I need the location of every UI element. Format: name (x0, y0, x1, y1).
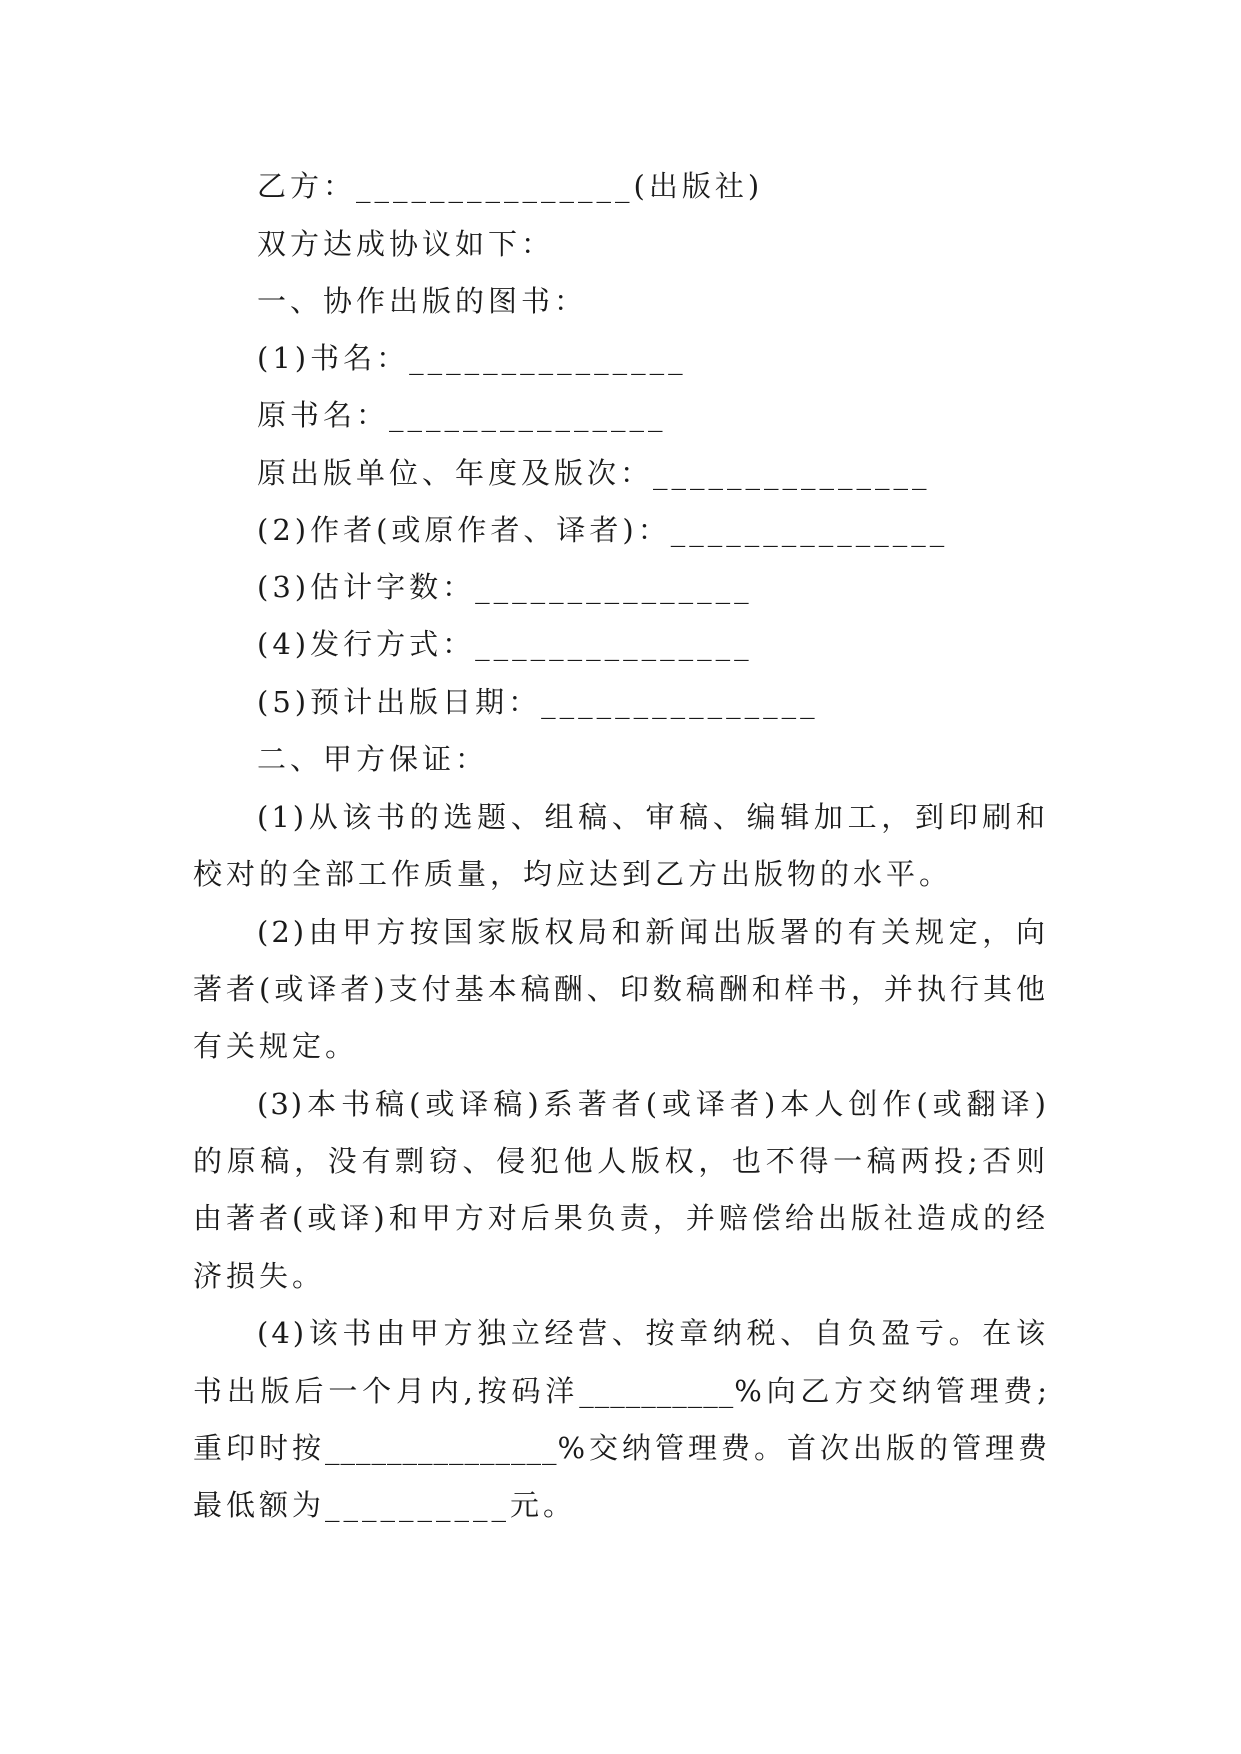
clause-3-line-3: 由著者(或译)和甲方对后果负责，并赔偿给出版社造成的经 (193, 1201, 1048, 1235)
party-b-line: 乙方：_______________(出版社) (257, 169, 764, 203)
publish-date-line: (5)预计出版日期：_______________ (257, 685, 819, 719)
clause-4-line-2: 书出版后一个月内,按码洋__________%向乙方交纳管理费; (193, 1374, 1048, 1408)
author-line: (2)作者(或原作者、译者)：_______________ (257, 513, 949, 547)
agreement-intro: 双方达成协议如下： (257, 227, 555, 261)
original-title-line: 原书名：_______________ (257, 398, 667, 432)
book-title-line: (1)书名：_______________ (257, 341, 687, 375)
clause-2-line-3: 有关规定。 (193, 1029, 359, 1063)
clause-2-line-1: (2)由甲方按国家版权局和新闻出版署的有关规定，向 (257, 915, 1048, 949)
clause-1-line-2: 校对的全部工作质量，均应达到乙方出版物的水平。 (193, 857, 953, 891)
distribution-method-line: (4)发行方式：_______________ (257, 627, 753, 661)
clause-4-line-4: 最低额为__________元。 (193, 1488, 577, 1522)
section-2-heading: 二、甲方保证： (257, 742, 489, 776)
clause-2-line-2: 著者(或译者)支付基本稿酬、印数稿酬和样书，并执行其他 (193, 972, 1048, 1006)
clause-3-line-1: (3)本书稿(或译稿)系著者(或译者)本人创作(或翻译) (257, 1087, 1048, 1121)
clause-3-line-2: 的原稿，没有剽窃、侵犯他人版权，也不得一稿两投;否则 (193, 1144, 1048, 1178)
clause-4-line-3: 重印时按_______________%交纳管理费。首次出版的管理费 (193, 1431, 1048, 1465)
word-count-line: (3)估计字数：_______________ (257, 570, 753, 604)
clause-1-line-1: (1)从该书的选题、组稿、审稿、编辑加工，到印刷和 (257, 800, 1048, 834)
clause-4-line-1: (4)该书由甲方独立经营、按章纳税、自负盈亏。在该 (257, 1316, 1048, 1350)
original-publisher-line: 原出版单位、年度及版次：_______________ (257, 456, 931, 490)
clause-3-line-4: 济损失。 (193, 1259, 326, 1293)
section-1-heading: 一、协作出版的图书： (257, 284, 588, 318)
